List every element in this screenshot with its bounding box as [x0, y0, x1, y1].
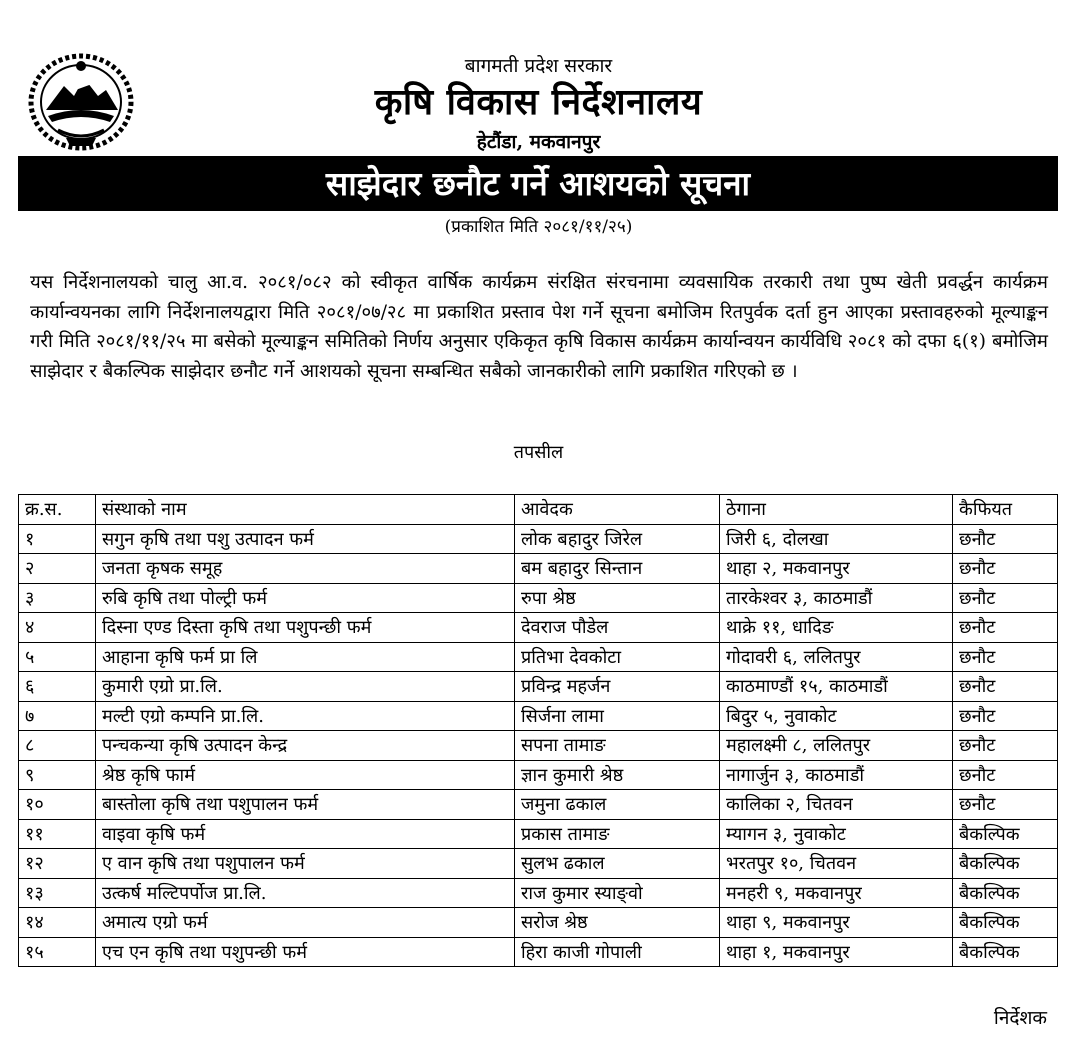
table-header-row — [19, 495, 1058, 525]
cell-applicant: सिर्जना लामा — [515, 701, 720, 731]
cell-serial: ११ — [19, 819, 96, 849]
cell-applicant: सपना तामाङ — [515, 731, 720, 761]
cell-address: थाक्रे ११, धादिङ — [720, 613, 953, 643]
cell-organization: दिस्ना एण्ड दिस्ता कृषि तथा पशुपन्छी फर्म — [96, 613, 515, 643]
cell-organization: रुबि कृषि तथा पोल्ट्री फर्म — [96, 583, 515, 613]
cell-serial: ५ — [19, 642, 96, 672]
table-row — [19, 583, 1058, 613]
cell-serial: १५ — [19, 937, 96, 967]
cell-applicant: हिरा काजी गोपाली — [515, 937, 720, 967]
table-row — [19, 760, 1058, 790]
cell-address: म्यागन ३, नुवाकोट — [720, 819, 953, 849]
signature-title: निर्देशक — [993, 1007, 1047, 1029]
table-row — [19, 524, 1058, 554]
cell-remarks: छनौट — [953, 731, 1058, 761]
cell-serial: ७ — [19, 701, 96, 731]
cell-organization: एच एन कृषि तथा पशुपन्छी फर्म — [96, 937, 515, 967]
header-remarks: कैफियत — [953, 495, 1058, 525]
cell-address: थाहा १, मकवानपुर — [720, 937, 953, 967]
cell-serial: ८ — [19, 731, 96, 761]
cell-serial: ६ — [19, 672, 96, 702]
cell-address: थाहा ९, मकवानपुर — [720, 908, 953, 938]
cell-serial: १४ — [19, 908, 96, 938]
cell-serial: १२ — [19, 849, 96, 879]
cell-remarks: छनौट — [953, 613, 1058, 643]
cell-organization: अमात्य एग्रो फर्म — [96, 908, 515, 938]
cell-organization: ए वान कृषि तथा पशुपालन फर्म — [96, 849, 515, 879]
cell-address: भरतपुर १०, चितवन — [720, 849, 953, 879]
cell-remarks: बैकल्पिक — [953, 878, 1058, 908]
office-location: हेटौंडा, मकवानपुर — [476, 131, 601, 153]
cell-address: थाहा २, मकवानपुर — [720, 554, 953, 584]
cell-serial: ९ — [19, 760, 96, 790]
cell-address: मनहरी ९, मकवानपुर — [720, 878, 953, 908]
cell-address: बिदुर ५, नुवाकोट — [720, 701, 953, 731]
cell-organization: पन्चकन्या कृषि उत्पादन केन्द्र — [96, 731, 515, 761]
table-row — [19, 613, 1058, 643]
cell-remarks: छनौट — [953, 672, 1058, 702]
cell-applicant: प्रकास तामाङ — [515, 819, 720, 849]
table-row — [19, 937, 1058, 967]
cell-organization: कुमारी एग्रो प्रा.लि. — [96, 672, 515, 702]
cell-organization: श्रेष्ठ कृषि फार्म — [96, 760, 515, 790]
cell-address: महालक्ष्मी ८, ललितपुर — [720, 731, 953, 761]
header-applicant: आवेदक — [515, 495, 720, 525]
cell-applicant: बम बहादुर सिन्तान — [515, 554, 720, 584]
header-address: ठेगाना — [720, 495, 953, 525]
cell-organization: आहाना कृषि फर्म प्रा लि — [96, 642, 515, 672]
cell-remarks: बैकल्पिक — [953, 819, 1058, 849]
cell-organization: सगुन कृषि तथा पशु उत्पादन फर्म — [96, 524, 515, 554]
cell-remarks: छनौट — [953, 583, 1058, 613]
cell-serial: १३ — [19, 878, 96, 908]
cell-applicant: राज कुमार स्याङ्वो — [515, 878, 720, 908]
cell-organization: वाइवा कृषि फर्म — [96, 819, 515, 849]
header-organization: संस्थाको नाम — [96, 495, 515, 525]
cell-remarks: बैकल्पिक — [953, 849, 1058, 879]
cell-applicant: प्रतिभा देवकोटा — [515, 642, 720, 672]
cell-applicant: सरोज श्रेष्ठ — [515, 908, 720, 938]
table-row — [19, 701, 1058, 731]
cell-serial: २ — [19, 554, 96, 584]
table-row — [19, 790, 1058, 820]
cell-remarks: छनौट — [953, 760, 1058, 790]
cell-address: नागार्जुन ३, काठमाडौं — [720, 760, 953, 790]
cell-organization: मल्टी एग्रो कम्पनि प्रा.लि. — [96, 701, 515, 731]
cell-serial: १ — [19, 524, 96, 554]
office-name: कृषि विकास निर्देशनालय — [374, 81, 703, 123]
published-date: (प्रकाशित मिति २०८१/११/२५) — [444, 217, 633, 237]
cell-remarks: छनौट — [953, 642, 1058, 672]
cell-applicant: ज्ञान कुमारी श्रेष्ठ — [515, 760, 720, 790]
cell-address: काठमाण्डौं १५, काठमाडौं — [720, 672, 953, 702]
government-name: बागमती प्रदेश सरकार — [464, 55, 613, 77]
cell-organization: जनता कृषक समूह — [96, 554, 515, 584]
cell-remarks: छनौट — [953, 554, 1058, 584]
cell-address: जिरी ६, दोलखा — [720, 524, 953, 554]
table-row — [19, 819, 1058, 849]
cell-organization: उत्कर्ष मल्टिपर्पोज प्रा.लि. — [96, 878, 515, 908]
cell-remarks: छनौट — [953, 524, 1058, 554]
cell-applicant: प्रविन्द्र महर्जन — [515, 672, 720, 702]
cell-applicant: जमुना ढकाल — [515, 790, 720, 820]
header-serial: क्र.स. — [19, 495, 96, 525]
table-row — [19, 642, 1058, 672]
notice-title: साझेदार छनौट गर्ने आशयको सूचना — [18, 156, 1058, 211]
cell-remarks: छनौट — [953, 701, 1058, 731]
cell-organization: बास्तोला कृषि तथा पशुपालन फर्म — [96, 790, 515, 820]
table-row — [19, 878, 1058, 908]
cell-address: तारकेश्वर ३, काठमाडौं — [720, 583, 953, 613]
schedule-label: तपसील — [513, 442, 564, 463]
cell-serial: १० — [19, 790, 96, 820]
cell-remarks: छनौट — [953, 790, 1058, 820]
table-row — [19, 731, 1058, 761]
partner-table — [18, 494, 1058, 967]
cell-remarks: बैकल्पिक — [953, 937, 1058, 967]
cell-remarks: बैकल्पिक — [953, 908, 1058, 938]
cell-address: कालिका २, चितवन — [720, 790, 953, 820]
table-row — [19, 908, 1058, 938]
cell-applicant: रुपा श्रेष्ठ — [515, 583, 720, 613]
table-row — [19, 672, 1058, 702]
cell-address: गोदावरी ६, ललितपुर — [720, 642, 953, 672]
cell-applicant: देवराज पौडेल — [515, 613, 720, 643]
table-row — [19, 554, 1058, 584]
table-row — [19, 849, 1058, 879]
cell-serial: ४ — [19, 613, 96, 643]
notice-body: यस निर्देशनालयको चालु आ.व. २०८१/०८२ को स्वीकृत वार्षिक कार्यक्रम संरक्षित संरचनामा व्यवसायिक तरकारी तथा पुष्प खेती प्रवर्द्धन कार्यक्रम कार्यान्वयनका लागि निर्देशनालयद्वारा मिति २०८१/०७/२८ मा प्रकाशित प्रस्ताव पेश गर्ने सूचना बमोजिम रितपुर्वक दर्ता हुन आएका प्रस्तावहरुको मूल्याङ्कन गरी मिति २०८१/११/२५ मा बसेको मूल्याङ्कन समितिको निर्णय अनुसार एकिकृत कृषि विकास कार्यक्रम कार्यान्वयन कार्यविधि २०८१ को दफा ६(१) बमोजिम साझेदार र बैकल्पिक साझेदार छनौट गर्ने आशयको सूचना सम्बन्धित सबैको जानकारीको लागि प्रकाशित गरिएको छ । — [30, 272, 1048, 382]
cell-applicant: सुलभ ढकाल — [515, 849, 720, 879]
cell-serial: ३ — [19, 583, 96, 613]
cell-applicant: लोक बहादुर जिरेल — [515, 524, 720, 554]
